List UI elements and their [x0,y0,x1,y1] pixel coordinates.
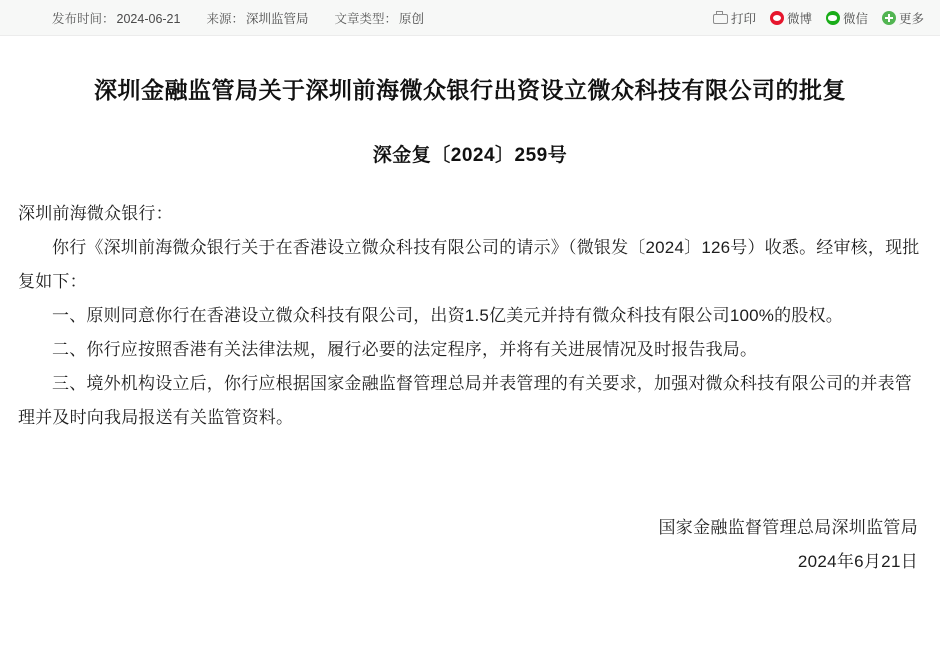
share-more-label: 更多 [898,11,924,26]
article-type-value: 原创 [399,11,425,26]
article-source [206,9,308,27]
article-content [0,74,940,572]
weibo-icon [770,11,784,25]
paragraph-1: 你行《深圳前海微众银行关于在香港设立微众科技有限公司的请示》（微银发〔2024〕126号）收悉。经审核，现批复如下： [18,238,920,292]
article-source-value: 深圳监管局 [245,11,309,26]
wechat-icon [826,11,840,25]
paragraph-4: 三、境外机构设立后，你行应根据国家金融监督管理总局并表管理的有关要求，加强对微众科技有限公司的并表管理并及时向我局报送有关监管资料。 [18,374,912,428]
share-toolbar [713,9,924,27]
paragraph-3: 二、你行应按照香港有关法律法规，履行必要的法定程序，并将有关进展情况及时报告我局。 [52,340,758,360]
print-button-label: 打印 [730,11,756,26]
publish-time-label: 发布时间： [52,11,115,26]
publish-time [52,9,180,27]
paragraph-2: 一、原则同意你行在香港设立微众科技有限公司，出资1.5亿美元并持有微众科技有限公司100%的股权。 [52,306,843,326]
plus-circle-icon [882,11,896,25]
share-wechat-button[interactable] [826,9,868,27]
article-meta-bar [0,0,940,36]
page-title: 深圳金融监管局关于深圳前海微众银行出资设立微众科技有限公司的批复 [94,77,846,103]
article-type-label: 文章类型： [334,11,398,26]
printer-icon [713,14,728,24]
issuing-authority: 国家金融监督管理总局深圳监管局 [658,518,918,538]
share-wechat-label: 微信 [842,11,868,26]
publish-time-value: 2024-06-21 [116,11,181,26]
salutation: 深圳前海微众银行： [18,204,173,224]
article-type [335,9,425,27]
share-weibo-label: 微博 [786,11,812,26]
print-button[interactable] [713,9,756,27]
share-more-button[interactable] [882,9,924,27]
share-weibo-button[interactable] [770,9,812,27]
issue-date: 2024年6月21日 [797,551,918,571]
meta-info-group [52,9,424,27]
article-source-label: 来源： [206,11,244,26]
document-number: 深金复〔2024〕259号 [372,145,568,167]
